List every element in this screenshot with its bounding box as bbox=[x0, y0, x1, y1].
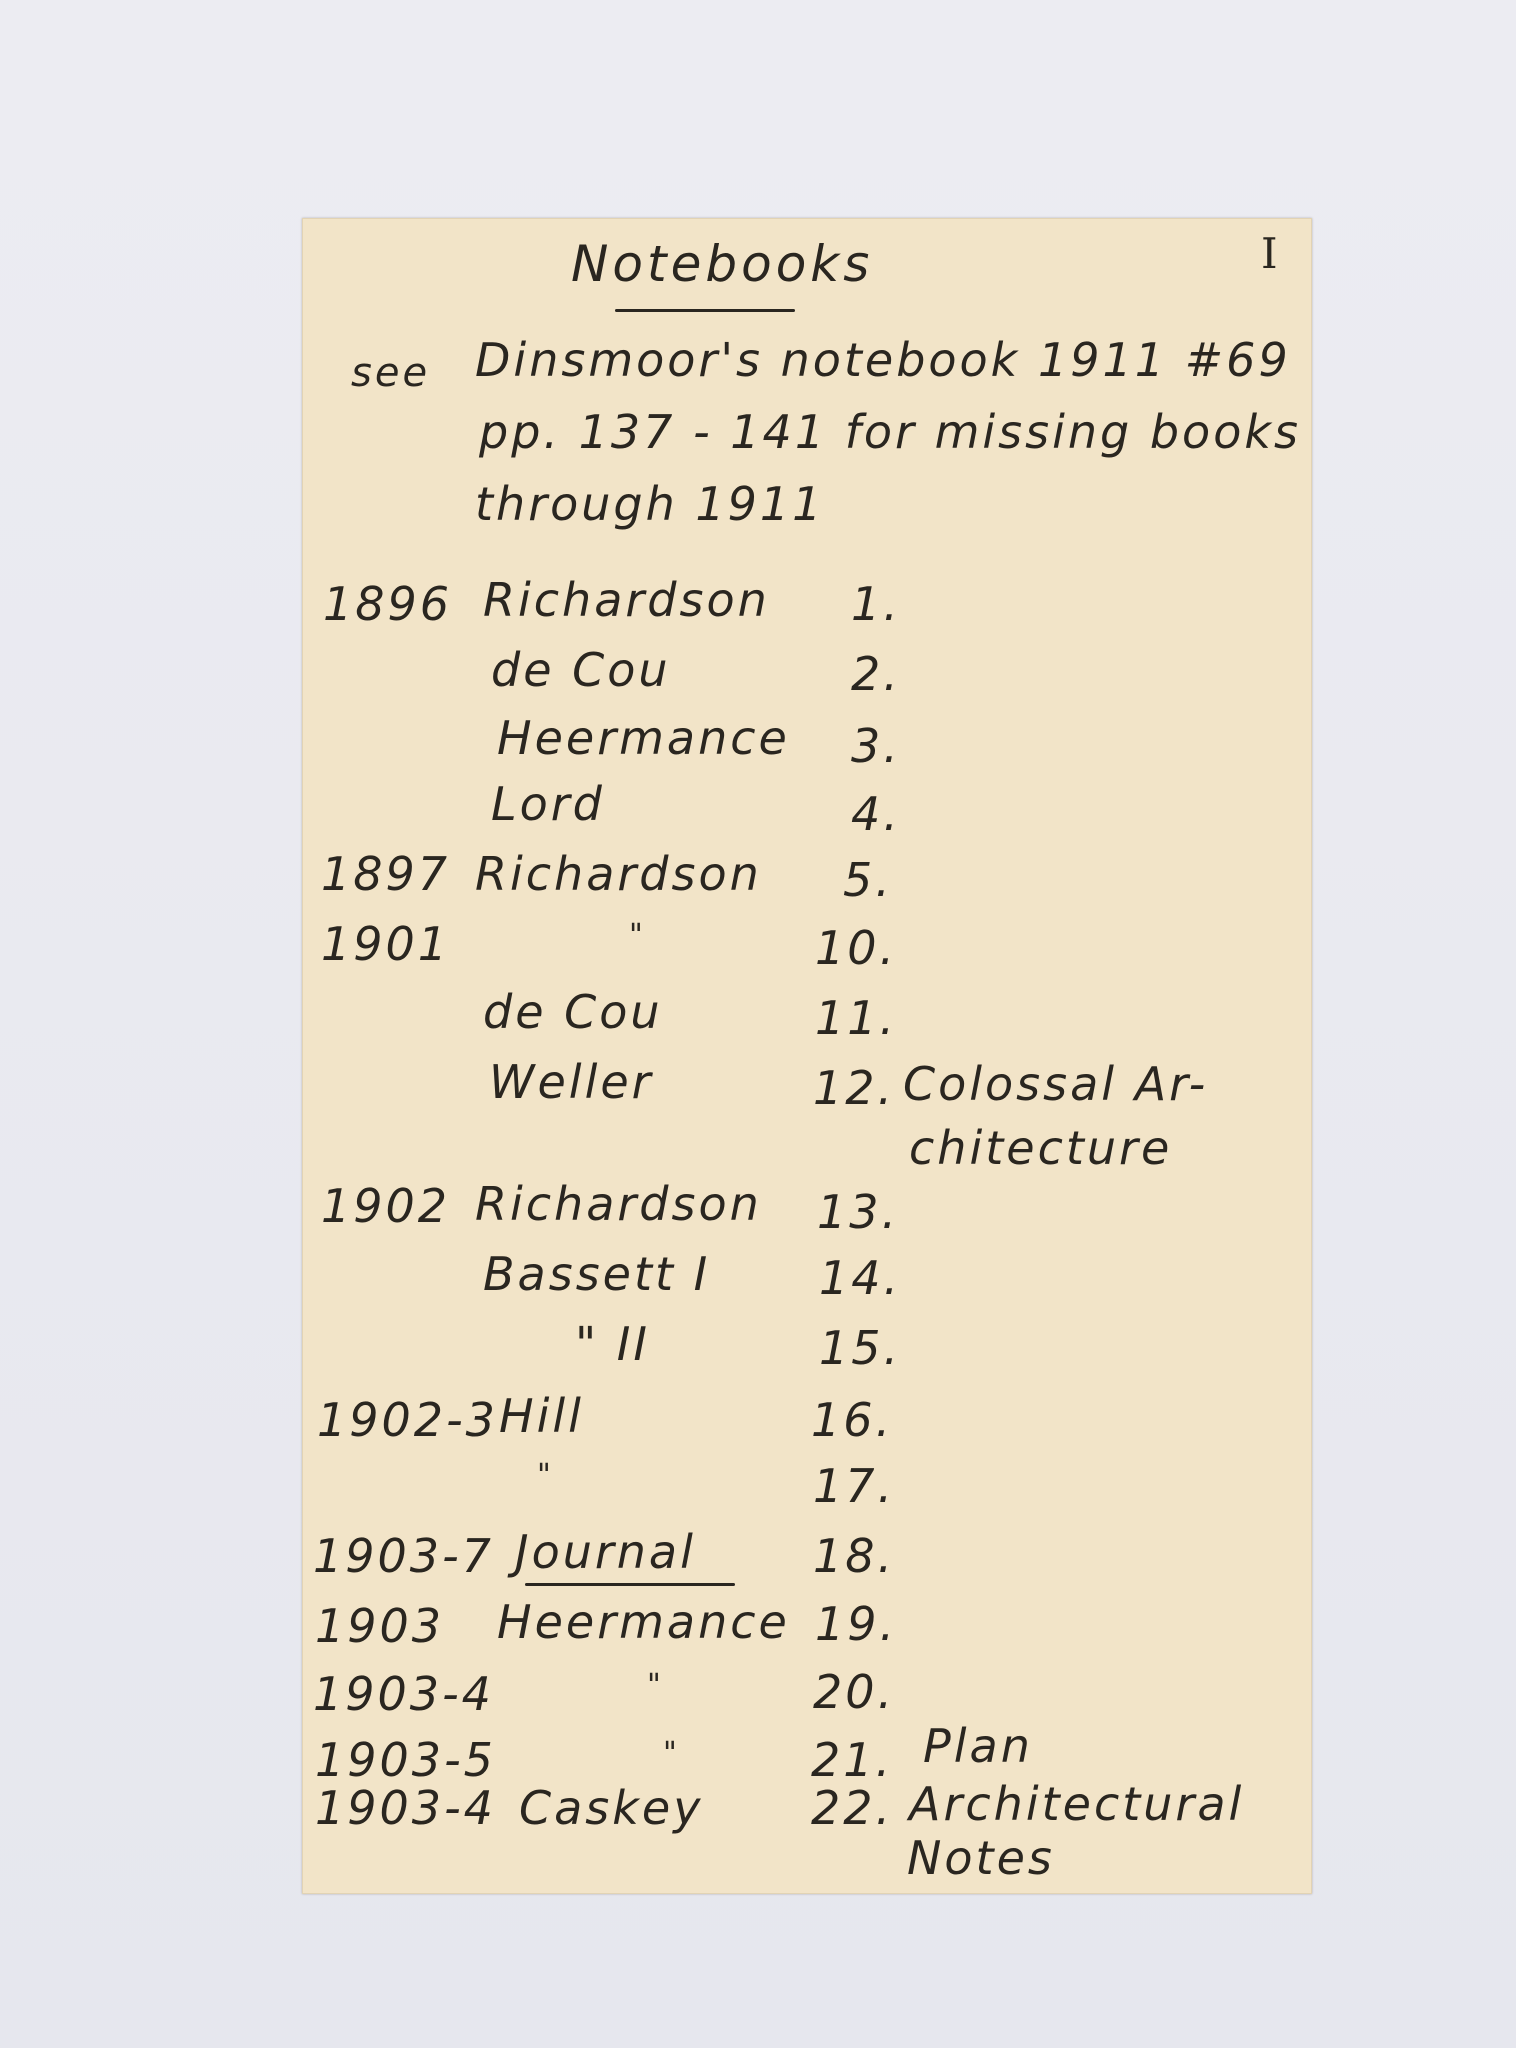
entry-name: Heermance bbox=[497, 711, 790, 765]
entry-number: 5. bbox=[843, 853, 893, 907]
entry-year: 1896 bbox=[323, 577, 453, 631]
entry-note: Colossal Ar- bbox=[903, 1057, 1209, 1111]
entry-number: 16. bbox=[811, 1393, 894, 1447]
entry-name: Bassett I bbox=[483, 1247, 711, 1301]
entry-note: Architectural bbox=[909, 1777, 1245, 1831]
entry-number: 10. bbox=[815, 921, 898, 975]
note-line-1: Dinsmoor's notebook 1911 #69 bbox=[475, 333, 1291, 387]
entry-number: 15. bbox=[819, 1321, 902, 1375]
entry-name: Lord bbox=[491, 777, 605, 831]
entry-note: Plan bbox=[923, 1719, 1033, 1773]
entry-year: 1903-4 bbox=[315, 1781, 496, 1835]
entry-name: de Cou bbox=[483, 985, 663, 1039]
entry-year: 1902 bbox=[321, 1179, 451, 1233]
entry-number: 18. bbox=[813, 1529, 896, 1583]
entry-name: Richardson bbox=[483, 573, 770, 627]
entry-name: Hill bbox=[499, 1389, 584, 1443]
entry-year: 1903-4 bbox=[313, 1667, 494, 1721]
entry-name: Heermance bbox=[497, 1595, 790, 1649]
journal-underline bbox=[525, 1583, 735, 1586]
entry-name: " bbox=[647, 1668, 664, 1703]
note-see: see bbox=[351, 350, 431, 396]
entry-year: 1902-3 bbox=[317, 1393, 498, 1447]
entry-number: 21. bbox=[811, 1733, 894, 1787]
entry-year: 1897 bbox=[321, 847, 451, 901]
entry-note-continued: chitecture bbox=[909, 1121, 1173, 1175]
entry-number: 19. bbox=[815, 1597, 898, 1651]
entry-name: Weller bbox=[489, 1055, 654, 1109]
note-line-2: pp. 137 - 141 for missing books bbox=[479, 405, 1301, 459]
entry-number: 2. bbox=[851, 647, 901, 701]
entry-name: " II bbox=[575, 1317, 650, 1371]
entry-year: 1903-7 bbox=[313, 1529, 494, 1583]
entry-number: 14. bbox=[819, 1251, 902, 1305]
entry-name: Caskey bbox=[519, 1781, 704, 1835]
entry-number: 17. bbox=[813, 1459, 896, 1513]
entry-number: 3. bbox=[851, 719, 901, 773]
entry-number: 11. bbox=[815, 991, 898, 1045]
entry-name: " bbox=[629, 918, 646, 953]
index-card bbox=[302, 218, 1312, 1894]
entry-name: " bbox=[537, 1458, 554, 1493]
entry-number: 13. bbox=[817, 1185, 900, 1239]
entry-note-continued: Notes bbox=[907, 1831, 1055, 1885]
entry-name: de Cou bbox=[491, 643, 671, 697]
entry-number: 12. bbox=[813, 1061, 896, 1115]
card-title: Notebooks bbox=[571, 235, 874, 293]
entry-year: 1903 bbox=[315, 1599, 445, 1653]
entry-number: 20. bbox=[813, 1665, 896, 1719]
entry-number: 22. bbox=[811, 1781, 894, 1835]
entry-name: Richardson bbox=[475, 1177, 762, 1231]
entry-year: 1901 bbox=[321, 917, 451, 971]
entry-year: 1903-5 bbox=[315, 1733, 496, 1787]
page-number-mark: I bbox=[1261, 229, 1281, 278]
note-line-3: through 1911 bbox=[475, 477, 825, 531]
entry-name: " bbox=[663, 1736, 680, 1771]
title-underline bbox=[615, 309, 795, 312]
entry-number: 4. bbox=[851, 787, 901, 841]
entry-name: Journal bbox=[515, 1525, 696, 1579]
entry-name: Richardson bbox=[475, 847, 762, 901]
entry-number: 1. bbox=[851, 577, 901, 631]
